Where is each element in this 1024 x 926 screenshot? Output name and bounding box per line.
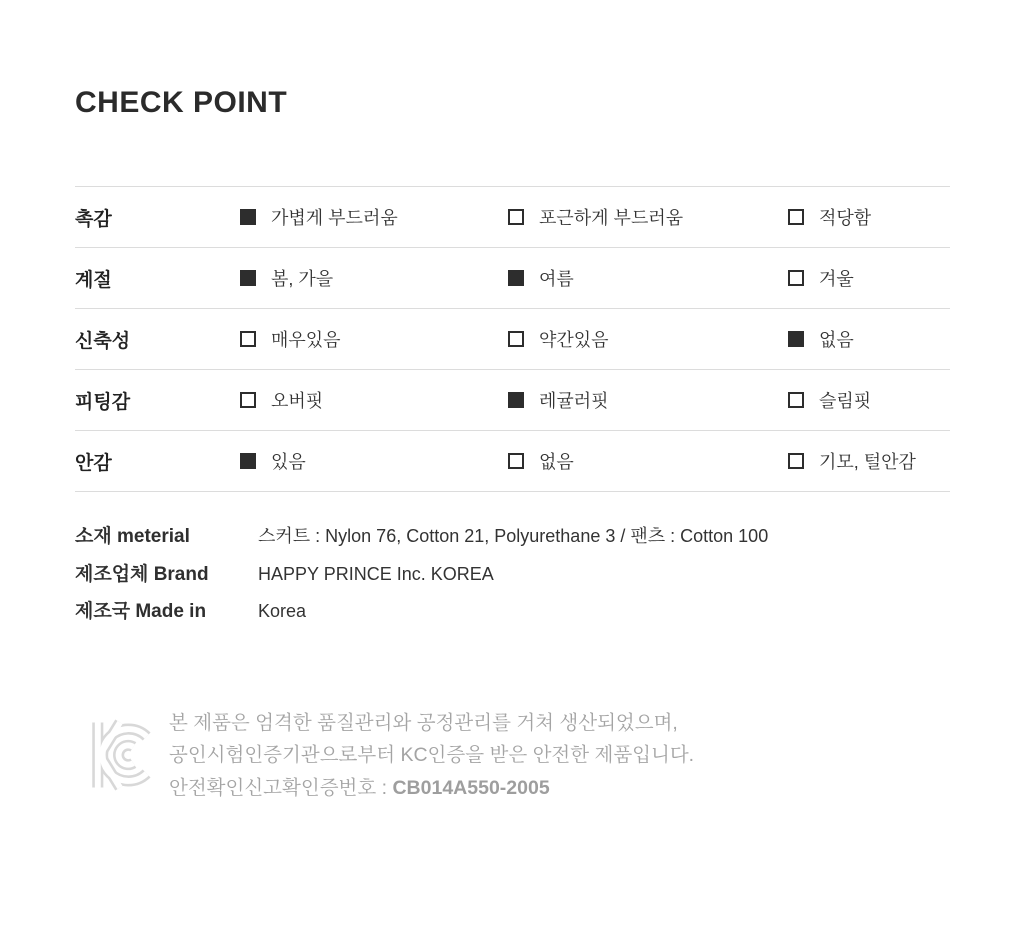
option-cell: [508, 448, 788, 474]
checkbox-icon: [240, 331, 256, 347]
option-cell: [240, 265, 508, 291]
detail-value: HAPPY PRINCE Inc. KOREA: [258, 563, 494, 584]
detail-label: 소재 meterial: [75, 526, 190, 547]
option-label: 슬림핏: [819, 391, 872, 411]
detail-row-material: [75, 518, 950, 556]
certification-line3: [169, 772, 694, 805]
option-cell: [788, 387, 950, 413]
option-label: 적당함: [819, 208, 872, 228]
row-label: 신축성: [75, 330, 131, 352]
option-label: 매우있음: [271, 330, 341, 350]
option-cell: [240, 326, 508, 352]
option-cell: [508, 204, 788, 230]
option-cell: [240, 204, 508, 230]
row-label: 피팅감: [75, 391, 131, 413]
checkbox-icon: [508, 270, 524, 286]
option-label: 있음: [271, 452, 306, 472]
page-title: CHECK POINT: [75, 86, 288, 119]
option-label: 가볍게 부드러움: [271, 208, 398, 228]
option-cell: [508, 326, 788, 352]
detail-label: 제조국 Made in: [75, 601, 207, 622]
option-cell: [508, 387, 788, 413]
row-label: 안감: [75, 452, 112, 474]
checkbox-icon: [508, 453, 524, 469]
table-row: [75, 309, 950, 370]
detail-value: Korea: [258, 601, 307, 621]
option-label: 없음: [539, 452, 574, 472]
checkbox-icon: [788, 453, 804, 469]
detail-value: 스커트 : Nylon 76, Cotton 21, Polyurethane 3 / 팬츠 : Cotton 100: [258, 526, 769, 546]
checkbox-icon: [240, 209, 256, 225]
checkbox-icon: [788, 270, 804, 286]
option-label: 오버핏: [271, 391, 324, 411]
row-label: 촉감: [75, 208, 112, 230]
checkbox-icon: [240, 392, 256, 408]
table-row: [75, 370, 950, 431]
option-cell: [788, 326, 950, 352]
checkbox-icon: [508, 392, 524, 408]
table-row: [75, 187, 950, 248]
certification-number-label: 안전확인신고확인증번호 :: [169, 776, 393, 799]
kc-certification: [75, 707, 950, 805]
table-row: [75, 248, 950, 309]
certification-line1: 본 제품은 엄격한 품질관리와 공정관리를 거쳐 생산되었으며,: [169, 711, 678, 734]
checkbox-icon: [240, 453, 256, 469]
option-label: 없음: [819, 330, 854, 350]
option-label: 겨울: [819, 269, 854, 289]
option-cell: [508, 265, 788, 291]
option-label: 레귤러핏: [539, 391, 609, 411]
option-label: 약간있음: [539, 330, 609, 350]
detail-row-madein: [75, 593, 950, 631]
checkbox-icon: [788, 331, 804, 347]
checkbox-icon: [240, 270, 256, 286]
checkbox-icon: [788, 209, 804, 225]
option-cell: [788, 265, 950, 291]
option-label: 기모, 털안감: [819, 452, 916, 472]
checkbox-icon: [508, 331, 524, 347]
option-label: 봄, 가을: [271, 269, 334, 289]
checkbox-icon: [788, 392, 804, 408]
option-cell: [240, 387, 508, 413]
option-cell: [240, 448, 508, 474]
detail-row-brand: [75, 556, 950, 594]
product-details: [75, 518, 950, 631]
option-cell: [788, 204, 950, 230]
option-label: 포근하게 부드러움: [539, 208, 684, 228]
certification-number: CB014A550-2005: [392, 776, 550, 799]
certification-text: [169, 707, 694, 805]
table-row: [75, 431, 950, 492]
option-cell: [788, 448, 950, 474]
kc-mark-icon: [83, 715, 157, 795]
option-label: 여름: [539, 269, 574, 289]
checkpoint-table: [75, 186, 950, 492]
checkbox-icon: [508, 209, 524, 225]
detail-label: 제조업체 Brand: [75, 563, 209, 585]
certification-line2: 공인시험인증기관으로부터 KC인증을 받은 안전한 제품입니다.: [169, 744, 695, 766]
row-label: 계절: [75, 269, 112, 291]
